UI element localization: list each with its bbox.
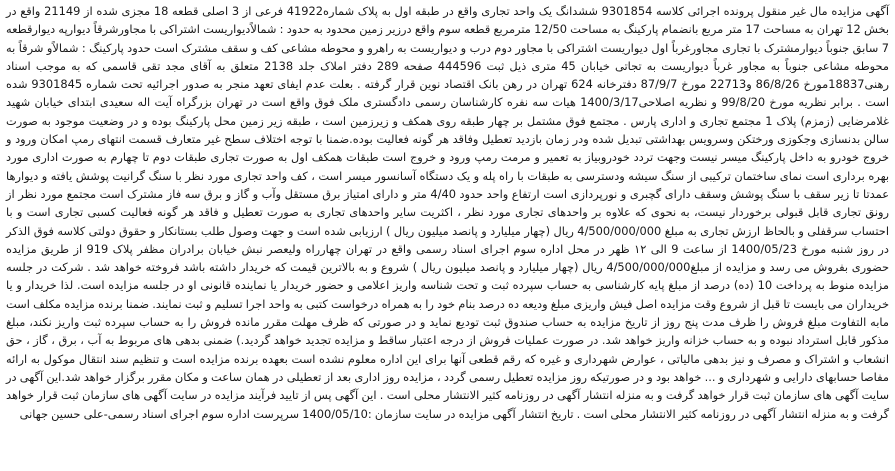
auction-notice-text: آگهی مزایده مال غیر منقول پرونده اجرائی کلاسه 9301854 ششدانگ یک واحد تجاری واقع در طبقه اول به پلاک شماره41922 فرعی از 3 اصلی قطعه 18 مجزی شده از 21149 واقع در بخش 12 تهران به مساحت 17 متر مربع بانضمام پارکینگ به مساحت 12/50 مترمربع قطعه سوم واقع درزیر زمین محدود به حدود : شمالاًدیواریست اشتراکی با مجاورشرقاً دیوارپه دیوارقطعه 7 سابق جنوباً دیوارمشترک با تجاری مجاورغرباً اول دیواریست اشتراکی با مجاور دوم درب و دیواریست به راهرو و محوطه مشاعی کف و سقف مشترک است حدود پارکینگ : شمالاًو شرقاً به محوطه مشاعی جنوباً به مجاور غرباً دیواریست به تجاتی خیابان 45 متری ذیل ثبت 444596 صفحه 289 دفتر املاک جلد 2138 متعلق به آقای مجد تقی قاسمی که به موجب اسناد رهنی18837مورخ 86/8/26 و22713 مورخ 87/9/7 دفترخانه 624 تهران در رهن بانک اقتصاد نوین قرار گرفته . بعلت عدم ایفای تعهد منجر به صدور اجرائیه تحت شماره 9301845 شده است . برابر نظریه مورخ 99/8/20 و نظریه اصلاحی1400/3/17 هیات سه نفره کارشناسان رسمی دادگستری ملک فوق واقع است در تهران بزرگراه آیت اله سعیدی ابتدای خیابان شهید غلامرضایی (زمزم) پلاک 1 مجتمع تجاری و اداری پارس . مجتمع فوق مشتمل بر چهار طبقه روی همکف و زیرزمین است ، طبقه زیر زمین محل پارکینگ بوده و در وضعیت موجود به صورت سالن بدنسازی وجکوزی ورختکن وسرویس بهداشتی تبدیل شده ودر زمان بازدید تعطیل وفاقد هر گونه فعالیت بوده.ضمنا با توجه اختلاف سطح غیر متعارف قسمت انتهای رمپ امکان ورود و خروج خودرو به داخل پارکینگ میسر نیست وجهت تردد خودروبیاز به تعمیر و مرمت رمپ ورود و خروج است طبقات همکف اول به صورت تجاری طبقات دوم تا چهارم به صورت اداری مورد بهره برداری است نمای ساختمان ترکیبی از سنگ سیشه ودسترسی به طبقات با راه پله و یک دستگاه آسانسور میسر است ، کف واحد تجاری مورد نظر با سنگ گرانیت پوشش یافته و دیوارها عمدتا تا زیر سقف با سنگ پوشش وسقف دارای گچبری و نورپردازی است ارتفاع واحد حدود 4/40 متر و دارای امتیاز برق مستقل وآب و گاز و برق سه فاز مشترک است مجتمع مورد نظر از رونق تجاری قابل قبولی برخوردار نیست، به نحوی که علاوه بر واحدهای تجاری مورد نظر ، اکثریت سایر واحدهای تجاری به صورت تعطیل و فاقد هر گونه فعالیت کسبی تجاری است و با احتساب سرقفلی و بالحاظ ارزش تجاری به مبلغ 4/500/000/000 ریال (چهار میلیارد و پانصد میلیون ریال ) ارزیابی شده است و جهت وصول طلب بستانکار و حقوق دولتی کلاسه فوق الذکر در روز شنبه مورخ 1400/05/23 از ساعت 9 الی ۱۲ ظهر در محل اداره سوم اجرای اسناد رسمی واقع در تهران چهارراه ولیعصر نبش خیابان برادران مظفر پلاک 919 از طریق مزایده حضوری بفروش می رسد و مزایده از مبلغ4/500/000/000 ریال (چهار میلیارد و پانصد میلیون ریال ) شروع و به بالاترین قیمت که خریدار داشته باشد فروخته خواهد شد . شرکت در جلسه مزایده منوط به پرداخت 10 (ده) درصد از مبلغ پایه کارشناسی به حساب سپرده ثبت و تحت شناسه واریز اعلامی و حضور خریدار یا نماینده قانونی او در جلسه مزایده است. لذا خریدار و یا خریداران می بایست تا قبل از شروع وقت مزایده اصل فیش واریزی مبلغ ودیعه ده درصد بنام خود را به همراه درخواست کتبی به واحد اجرا تسلیم و ثبت نمایند. ضمنا برنده مزایده مکلف است مابه التفاوت مبلغ فروش را ظرف مدت پنج روز از تاریخ مزایده به حساب صندوق ثبت تودیع نماید و در صورتی که ظرف مهلت مقرر مانده فروش را به حساب سپرده ثبت واریز نکند، مبلغ مذکور قابل استرداد نبوده و به حساب خزانه واریز خواهد شد. در صورت عملیات فروش از درجه اعتبار ساقط و مزایده تجدید خواهد گردید.) ضمنی بدهی های مربوط به آب ، برق ، گاز ، حق انشعاب و اشتراک و مصرف و نیز بدهی مالیاتی ، عوارض شهرداری و غیره که رقم قطعی آنها برای این اداره معلوم نشده است بعهده برنده مزایده است و تنظیم سند انتقال موکول به ارائه مفاصا حسابهای دارایی و شهرداری و ... خواهد بود و در صورتیکه روز مزایده تعطیل رسمی گردد ، مزایده روز اداری بعد از تعطیلی در همان ساعت و مکان مقرر برگزار خواهد شد.این آگهی در سایت آگهی های سازمان ثبت قرار خواهد گرفت و به منزله انتشار آگهی در روزنامه کثیر الانتشار محلی است . این آگهی پس از تایید فرآیند مزایده در سایت آگهی های سازمان ثبت قرار خواهد گرفت و به منزله انتشار آگهی در روزنامه کثیر الانتشار محلی است . تاریخ انتشار آگهی مزایده در سایت سازمان :1400/05/10 سرپرست اداره سوم اجرای اسناد رسمی-علی حسین جهانی: [6, 4, 890, 421]
